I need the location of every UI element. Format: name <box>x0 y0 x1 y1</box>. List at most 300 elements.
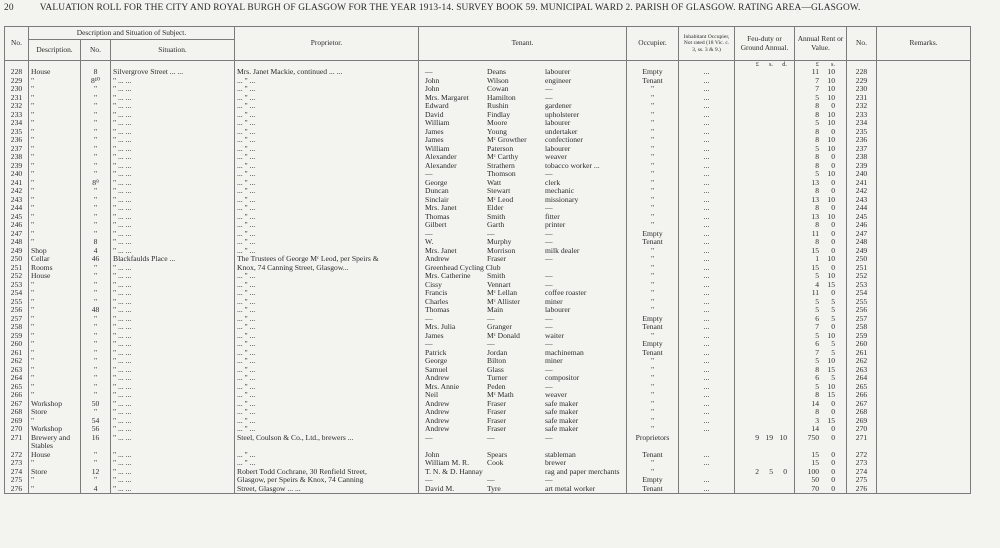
occupier-cell: " <box>627 187 679 196</box>
tenant-occupation: tobacco worker ... <box>545 160 600 170</box>
tenant-first-name: Sinclair <box>425 194 449 204</box>
house-number-cell: " <box>81 213 111 222</box>
occupier-cell: " <box>627 298 679 307</box>
tenant-surname: Smith <box>487 271 506 280</box>
feu-duty-cell <box>735 247 795 256</box>
tenant-surname: Cowan <box>487 84 509 93</box>
rent-shillings: 0 <box>831 458 835 467</box>
feu-duty-cell <box>735 442 795 451</box>
description-cell: " <box>29 417 81 426</box>
rent-pounds: 5 <box>815 356 819 365</box>
tenant-first-name: — <box>425 67 433 76</box>
remarks-cell <box>877 170 971 179</box>
inhabitant-occupier-cell: ... <box>679 77 735 86</box>
annual-rent-cell <box>795 383 847 392</box>
house-number-cell: " <box>81 196 111 205</box>
rent-pounds: 5 <box>815 296 819 306</box>
rent-shillings: 10 <box>827 381 835 391</box>
tenant-first-name: — <box>425 169 433 178</box>
house-number-cell: " <box>81 128 111 137</box>
proprietor-cell: ... " ... <box>235 170 419 179</box>
tenant-first-name: William <box>425 118 450 127</box>
feu-duty-cell <box>735 77 795 86</box>
remarks-cell <box>877 204 971 213</box>
rent-shillings: 0 <box>831 177 835 187</box>
occupier-cell: " <box>627 272 679 281</box>
rent-shillings: 10 <box>827 67 835 76</box>
inhabitant-occupier-cell: ... <box>679 68 735 77</box>
annual-rent-cell <box>795 289 847 298</box>
rent-shillings: 0 <box>831 407 835 416</box>
tenant-first-name: Edward <box>425 101 449 110</box>
annual-rent-cell <box>795 315 847 324</box>
inhabitant-occupier-cell: ... <box>679 264 735 273</box>
annual-rent-cell <box>795 451 847 460</box>
description-cell: " <box>29 281 81 290</box>
description-cell: " <box>29 170 81 179</box>
rent-pounds: 15 <box>811 458 819 467</box>
tenant-first-name: James <box>425 126 444 136</box>
rent-pounds: 750 <box>807 432 819 442</box>
rent-shillings: 0 <box>831 449 835 459</box>
rent-shillings: 0 <box>831 483 835 493</box>
rent-shillings: 5 <box>831 313 835 323</box>
entry-number: 264 <box>5 374 29 383</box>
annual-rent-cell <box>795 119 847 128</box>
description-cell: " <box>29 366 81 375</box>
inhabitant-occupier-cell: ... <box>679 145 735 154</box>
annual-rent-cell <box>795 468 847 477</box>
description-cell: " <box>29 119 81 128</box>
entry-number: 270 <box>5 425 29 434</box>
tenant-first-name: James <box>425 330 444 340</box>
tenant-occupation: — <box>545 169 553 178</box>
tenant-first-name: Andrew <box>425 415 450 425</box>
tenant-first-name: — <box>425 339 433 348</box>
remarks-cell <box>877 485 971 494</box>
situation-cell: " ... ... <box>111 485 235 494</box>
tenant-cell <box>419 230 627 239</box>
proprietor-cell: ... " ... <box>235 128 419 137</box>
occupier-cell: " <box>627 213 679 222</box>
tenant-occupation: missionary <box>545 194 579 204</box>
situation-cell: Silvergrove Street ... ... <box>111 68 235 77</box>
inhabitant-occupier-cell: ... <box>679 94 735 103</box>
entry-number: 235 <box>5 128 29 137</box>
occupier-cell: " <box>627 221 679 230</box>
tenant-surname: Jordan <box>487 347 508 357</box>
description-cell: Cellar <box>29 255 81 264</box>
annual-rent-cell <box>795 264 847 273</box>
inhabitant-occupier-cell: ... <box>679 111 735 120</box>
rent-pounds: 8 <box>815 390 819 399</box>
occupier-cell: " <box>627 281 679 290</box>
rent-pounds: 6 <box>815 373 819 382</box>
tenant-cell <box>419 119 627 128</box>
description-cell: House <box>29 68 81 77</box>
entry-number: 245 <box>5 213 29 222</box>
inhabitant-occupier-cell: ... <box>679 247 735 256</box>
tenant-surname: Mᶜ Math <box>487 390 514 399</box>
tenant-surname: Moore <box>487 118 508 127</box>
entry-number-right: 228 <box>847 68 877 77</box>
occupier-cell: Tenant <box>627 77 679 86</box>
annual-rent-cell <box>795 77 847 86</box>
entry-number-right: 246 <box>847 221 877 230</box>
entry-number-right: 242 <box>847 187 877 196</box>
tenant-cell <box>419 323 627 332</box>
entry-number-right: 254 <box>847 289 877 298</box>
inhabitant-occupier-cell: ... <box>679 417 735 426</box>
rent-shillings: 10 <box>827 330 835 340</box>
house-number-cell: " <box>81 391 111 400</box>
tenant-surname: Murphy <box>487 237 512 246</box>
remarks-cell <box>877 323 971 332</box>
tenant-surname: — <box>487 432 495 442</box>
rent-pounds: 4 <box>815 279 819 289</box>
description-cell: " <box>29 162 81 171</box>
rent-pounds: 7 <box>815 322 819 331</box>
house-number-cell: " <box>81 289 111 298</box>
tenant-occupation: weaver <box>545 152 567 161</box>
remarks-cell <box>877 230 971 239</box>
occupier-cell: Tenant <box>627 349 679 358</box>
tenant-cell <box>419 187 627 196</box>
col-header-house-no: No. <box>81 40 111 61</box>
tenant-occupation: — <box>545 237 553 246</box>
tenant-cell <box>419 247 627 256</box>
entry-number: 246 <box>5 221 29 230</box>
remarks-cell <box>877 213 971 222</box>
annual-rent-cell <box>795 323 847 332</box>
annual-rent-cell <box>795 136 847 145</box>
tenant-cell <box>419 442 627 451</box>
proprietor-cell: ... " ... <box>235 196 419 205</box>
proprietor-cell: ... " ... <box>235 153 419 162</box>
situation-cell: " ... ... <box>111 238 235 247</box>
remarks-cell <box>877 187 971 196</box>
tenant-occupation: — <box>545 364 553 374</box>
inhabitant-occupier-cell: ... <box>679 153 735 162</box>
entry-number: 243 <box>5 196 29 205</box>
table-row <box>5 459 971 468</box>
rent-pounds: 7 <box>815 347 819 357</box>
annual-rent-cell <box>795 102 847 111</box>
rent-shillings: 0 <box>831 424 835 433</box>
remarks-cell <box>877 289 971 298</box>
situation-cell: " ... ... <box>111 264 235 273</box>
occupier-cell: Tenant <box>627 485 679 494</box>
entry-number-right: 233 <box>847 111 877 120</box>
remarks-cell <box>877 306 971 315</box>
tenant-surname: — <box>487 228 495 238</box>
entry-number: 240 <box>5 170 29 179</box>
entry-number-right: 236 <box>847 136 877 145</box>
tenant-first-name: W. <box>425 237 434 246</box>
occupier-cell: Empty <box>627 340 679 349</box>
entry-number-right: 255 <box>847 298 877 307</box>
inhabitant-occupier-cell: ... <box>679 187 735 196</box>
proprietor-cell: ... " ... <box>235 417 419 426</box>
col-header-description: Description. <box>29 40 81 61</box>
inhabitant-occupier-cell: ... <box>679 400 735 409</box>
feu-duty-cell <box>735 391 795 400</box>
rent-pounds: 8 <box>815 126 819 136</box>
situation-cell: " ... ... <box>111 247 235 256</box>
tenant-surname: Deans <box>487 67 506 76</box>
proprietor-cell: Street, Glasgow ... ... <box>235 485 419 494</box>
feu-duty-cell <box>735 340 795 349</box>
situation-cell: " ... ... <box>111 349 235 358</box>
feu-duty-cell <box>735 306 795 315</box>
tenant-surname: Paterson <box>487 143 514 153</box>
remarks-cell <box>877 459 971 468</box>
entry-number: 257 <box>5 315 29 324</box>
feu-duty-cell <box>735 264 795 273</box>
occupier-cell: " <box>627 408 679 417</box>
inhabitant-occupier-cell: ... <box>679 128 735 137</box>
rent-shillings: 0 <box>831 432 835 442</box>
house-number-cell: 56 <box>81 425 111 434</box>
tenant-first-name: Charles <box>425 296 449 306</box>
situation-cell: " ... ... <box>111 332 235 341</box>
situation-cell: " ... ... <box>111 153 235 162</box>
entry-number-right: 260 <box>847 340 877 349</box>
house-number-cell: 8 <box>81 238 111 247</box>
description-cell: " <box>29 323 81 332</box>
house-number-cell: 8¹⁰ <box>81 77 111 86</box>
description-cell: Brewery and <box>29 434 81 443</box>
occupier-cell: " <box>627 417 679 426</box>
proprietor-cell: ... " ... <box>235 306 419 315</box>
proprietor-cell: ... " ... <box>235 374 419 383</box>
tenant-occupation: — <box>545 92 553 102</box>
feu-duty-cell <box>735 162 795 171</box>
entry-number: 248 <box>5 238 29 247</box>
feu-duty-cell <box>735 145 795 154</box>
tenant-occupation: upholsterer <box>545 109 580 119</box>
proprietor-cell: ... " ... <box>235 451 419 460</box>
tenant-first-name: Mrs. Janet <box>425 203 457 212</box>
proprietor-cell: ... " ... <box>235 162 419 171</box>
entry-number-right: 240 <box>847 170 877 179</box>
proprietor-cell: ... " ... <box>235 102 419 111</box>
proprietor-cell: Glasgow, per Speirs & Knox, 74 Canning <box>235 476 419 485</box>
proprietor-cell: ... " ... <box>235 230 419 239</box>
house-number-cell: 8 <box>81 68 111 77</box>
tenant-cell <box>419 366 627 375</box>
description-cell: " <box>29 306 81 315</box>
rent-shillings: 10 <box>827 211 835 221</box>
table-row <box>5 485 971 494</box>
tenant-cell <box>419 272 627 281</box>
tenant-surname: Vennart <box>487 279 511 289</box>
description-cell: Workshop <box>29 425 81 434</box>
tenant-cell <box>419 68 627 77</box>
rent-pounds: 100 <box>807 466 819 476</box>
entry-number-right: 266 <box>847 391 877 400</box>
tenant-surname: Mᶜ Growther <box>487 135 527 144</box>
tenant-first-name: Alexander <box>425 160 457 170</box>
entry-number: 259 <box>5 332 29 341</box>
tenant-first-name: Mrs. Annie <box>425 381 460 391</box>
tenant-occupation: — <box>545 313 553 323</box>
house-number-cell: " <box>81 136 111 145</box>
inhabitant-occupier-cell: ... <box>679 323 735 332</box>
rent-shillings: 10 <box>827 169 835 178</box>
tenant-surname: Bilton <box>487 356 506 365</box>
inhabitant-occupier-cell: ... <box>679 179 735 188</box>
annual-rent-cell <box>795 196 847 205</box>
description-cell: " <box>29 213 81 222</box>
house-number-cell: " <box>81 340 111 349</box>
description-cell: " <box>29 230 81 239</box>
house-number-cell: " <box>81 349 111 358</box>
tenant-first-name: Gilbert <box>425 220 447 229</box>
proprietor-cell: ... " ... <box>235 298 419 307</box>
rent-shillings: 0 <box>831 186 835 195</box>
description-cell: " <box>29 111 81 120</box>
situation-cell: " ... ... <box>111 85 235 94</box>
feu-duty-cell <box>735 68 795 77</box>
house-number-cell: " <box>81 383 111 392</box>
tenant-surname: Tyre <box>487 483 501 493</box>
occupier-cell: Empty <box>627 315 679 324</box>
tenant-cell <box>419 306 627 315</box>
annual-rent-cell <box>795 145 847 154</box>
entry-number-right: 269 <box>847 417 877 426</box>
tenant-occupation: brewer <box>545 458 567 467</box>
rent-pounds: 15 <box>811 449 819 459</box>
annual-rent-cell <box>795 417 847 426</box>
tenant-cell <box>419 162 627 171</box>
remarks-cell <box>877 417 971 426</box>
feu-duty-cell <box>735 383 795 392</box>
annual-rent-cell <box>795 179 847 188</box>
tenant-first-name: William M. R. <box>425 458 469 467</box>
situation-cell: " ... ... <box>111 366 235 375</box>
description-cell: Stables <box>29 442 81 451</box>
rent-shillings: 0 <box>831 237 835 246</box>
entry-number: 238 <box>5 153 29 162</box>
tenant-first-name: Greenhead Cycling Club <box>425 262 501 272</box>
feu-duty-cell <box>735 111 795 120</box>
situation-cell: " ... ... <box>111 459 235 468</box>
rent-pounds: 8 <box>815 135 819 144</box>
annual-rent-cell <box>795 459 847 468</box>
rent-shillings: 0 <box>831 262 835 272</box>
entry-number-right: 241 <box>847 179 877 188</box>
feu-duty-cell <box>735 221 795 230</box>
col-header-tenant: Tenant. <box>419 27 627 61</box>
feu-duty-cell <box>735 187 795 196</box>
entry-number: 266 <box>5 391 29 400</box>
tenant-first-name: John <box>425 75 440 85</box>
occupier-cell: " <box>627 119 679 128</box>
entry-number: 265 <box>5 383 29 392</box>
tenant-first-name: — <box>425 313 433 323</box>
proprietor-cell: ... " ... <box>235 221 419 230</box>
proprietor-cell: Robert Todd Cochrane, 30 Renfield Street, <box>235 468 419 477</box>
situation-cell: " ... ... <box>111 476 235 485</box>
tenant-first-name: Mrs. Julia <box>425 322 456 331</box>
description-cell: " <box>29 476 81 485</box>
proprietor-cell: ... " ... <box>235 349 419 358</box>
remarks-cell <box>877 400 971 409</box>
feu-duty-cell <box>735 374 795 383</box>
proprietor-cell: Steel, Coulson & Co., Ltd., brewers ... <box>235 434 419 443</box>
house-number-cell: " <box>81 374 111 383</box>
annual-rent-cell <box>795 213 847 222</box>
entry-number: 228 <box>5 68 29 77</box>
situation-cell: " ... ... <box>111 400 235 409</box>
inhabitant-occupier-cell: ... <box>679 349 735 358</box>
feu-duty-cell <box>735 238 795 247</box>
tenant-surname: Fraser <box>487 424 506 433</box>
tenant-cell <box>419 281 627 290</box>
occupier-cell: " <box>627 264 679 273</box>
tenant-cell <box>419 289 627 298</box>
rent-pounds: 6 <box>815 339 819 348</box>
rent-shillings: 10 <box>827 194 835 204</box>
annual-rent-cell <box>795 162 847 171</box>
annual-rent-cell <box>795 357 847 366</box>
remarks-cell <box>877 442 971 451</box>
house-number-cell: " <box>81 332 111 341</box>
col-header-feu-duty: Feu-duty or Ground Annual. <box>735 27 795 61</box>
description-cell: Workshop <box>29 400 81 409</box>
entry-number-right: 249 <box>847 247 877 256</box>
entry-number-right: 264 <box>847 374 877 383</box>
annual-rent-cell <box>795 332 847 341</box>
entry-number-right: 252 <box>847 272 877 281</box>
occupier-cell: " <box>627 391 679 400</box>
tenant-surname: Cook <box>487 458 504 467</box>
feu-duty-cell <box>735 281 795 290</box>
annual-rent-cell <box>795 187 847 196</box>
entry-number: 272 <box>5 451 29 460</box>
occupier-cell: " <box>627 145 679 154</box>
description-cell: " <box>29 221 81 230</box>
rent-pounds: 5 <box>815 92 819 102</box>
occupier-cell: Tenant <box>627 451 679 460</box>
page-title: VALUATION ROLL FOR THE CITY AND ROYAL BURGH OF GLASGOW FOR THE YEAR 1913-14. SURVEY BOOK 59. MUNICIPAL WARD 2. PARISH OF GLASGOW. RATING AREA—GLASGOW. <box>39 3 861 13</box>
remarks-cell <box>877 196 971 205</box>
entry-number: 236 <box>5 136 29 145</box>
proprietor-cell: ... " ... <box>235 247 419 256</box>
annual-rent-cell <box>795 408 847 417</box>
situation-cell: " ... ... <box>111 204 235 213</box>
remarks-cell <box>877 434 971 443</box>
tenant-cell <box>419 332 627 341</box>
tenant-surname: Mᶜ Carthy <box>487 152 519 161</box>
description-cell: Shop <box>29 247 81 256</box>
inhabitant-occupier-cell: ... <box>679 391 735 400</box>
tenant-occupation: safe maker <box>545 398 579 408</box>
entry-number: 251 <box>5 264 29 273</box>
remarks-cell <box>877 128 971 137</box>
feu-duty-cell: 9 19 10 <box>735 434 795 443</box>
rent-shillings: 0 <box>831 152 835 161</box>
entry-number: 253 <box>5 281 29 290</box>
feu-duty-cell <box>735 153 795 162</box>
situation-cell: " ... ... <box>111 289 235 298</box>
entry-number-right: 229 <box>847 77 877 86</box>
situation-cell: " ... ... <box>111 128 235 137</box>
tenant-surname: Strathern <box>487 160 515 170</box>
remarks-cell <box>877 383 971 392</box>
feu-duty-cell <box>735 255 795 264</box>
